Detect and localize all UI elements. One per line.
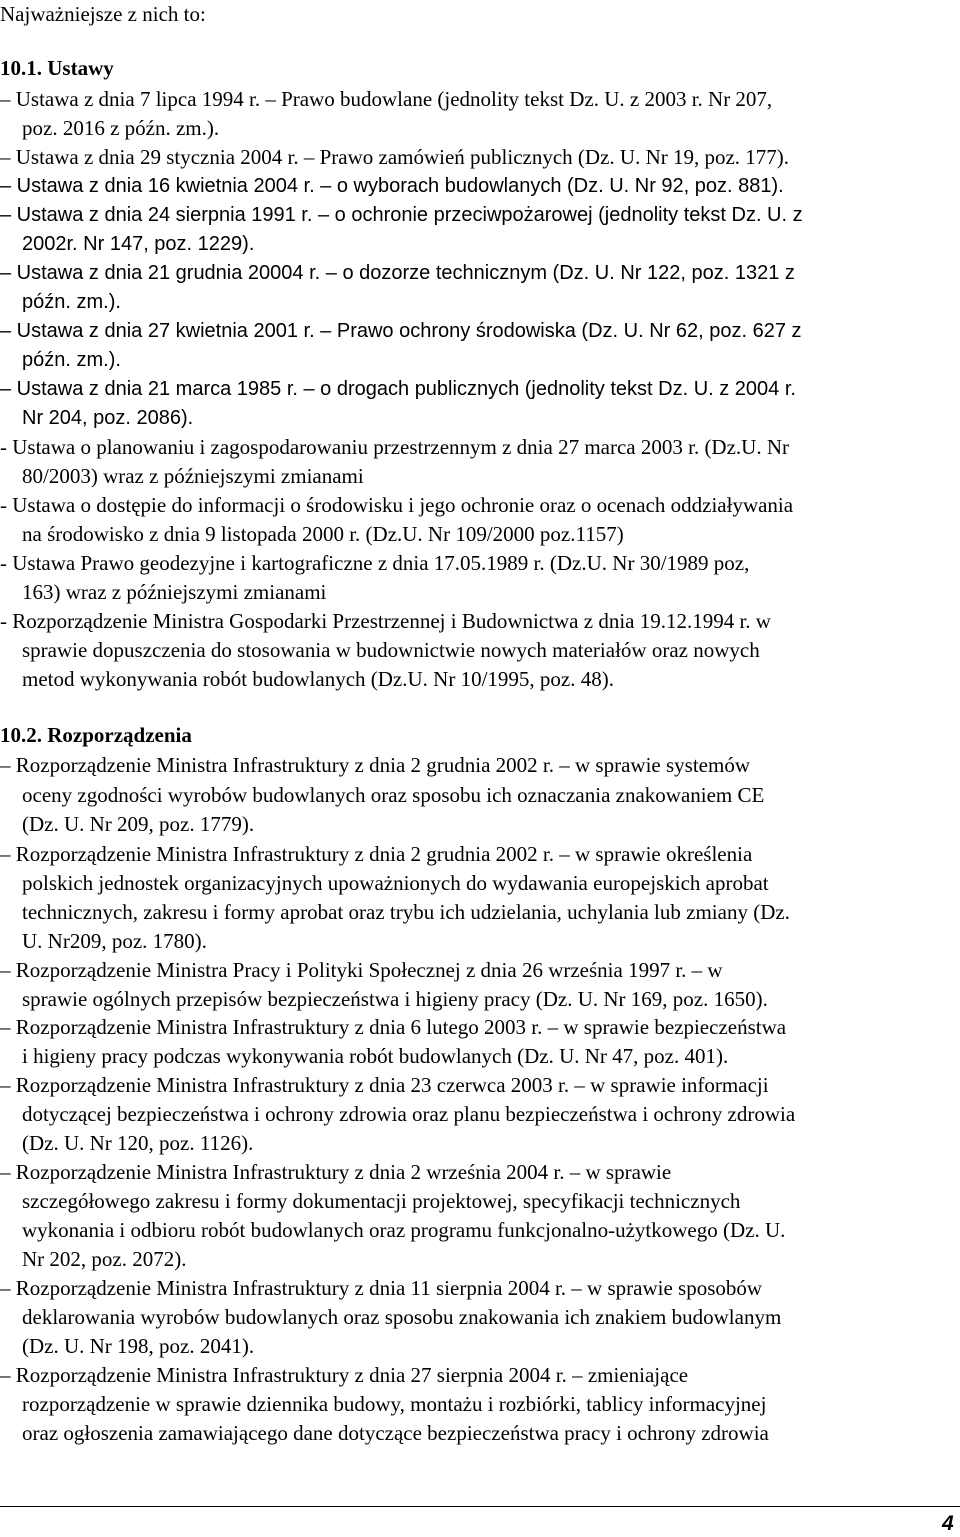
text-line: późn. zm.).	[22, 349, 121, 371]
text-line: oraz ogłoszenia zamawiającego dane dotyczące bezpieczeństwa pracy i ochrony zdrowia	[22, 1421, 769, 1445]
page-number: 4	[942, 1512, 954, 1535]
text-line: – Ustawa z dnia 7 lipca 1994 r. – Prawo budowlane (jednolity tekst Dz. U. z 2003 r. Nr 207,	[0, 87, 773, 111]
text-line: – Ustawa z dnia 29 stycznia 2004 r. – Prawo zamówień publicznych (Dz. U. Nr 19, poz. 177).	[0, 145, 790, 169]
text-line: – Ustawa z dnia 27 kwietnia 2001 r. – Prawo ochrony środowiska (Dz. U. Nr 62, poz. 627 z	[0, 320, 802, 342]
text-line: (Dz. U. Nr 209, poz. 1779).	[22, 812, 255, 836]
text-line: – Rozporządzenie Ministra Infrastruktury z dnia 2 września 2004 r. – w sprawie	[0, 1160, 672, 1184]
text-line: 80/2003) wraz z późniejszymi zmianami	[22, 464, 364, 488]
text-line: Nr 202, poz. 2072).	[22, 1247, 187, 1271]
text-line: – Rozporządzenie Ministra Infrastruktury z dnia 27 sierpnia 2004 r. – zmieniające	[0, 1363, 689, 1387]
text-line: (Dz. U. Nr 198, poz. 2041).	[22, 1334, 255, 1358]
text-line: poz. 2016 z późn. zm.).	[22, 116, 220, 140]
text-line: - Ustawa o planowaniu i zagospodarowaniu przestrzennym z dnia 27 marca 2003 r. (Dz.U. Nr	[0, 435, 789, 459]
text-line: – Rozporządzenie Ministra Infrastruktury z dnia 2 grudnia 2002 r. – w sprawie określenia	[0, 842, 753, 866]
text-line: – Rozporządzenie Ministra Infrastruktury z dnia 2 grudnia 2002 r. – w sprawie systemów	[0, 753, 750, 777]
text-line: – Ustawa z dnia 21 marca 1985 r. – o drogach publicznych (jednolity tekst Dz. U. z 2004 r.	[0, 378, 796, 400]
text-line: i higieny pracy podczas wykonywania robót budowlanych (Dz. U. Nr 47, poz. 401).	[22, 1044, 729, 1068]
text-line: - Ustawa Prawo geodezyjne i kartograficzne z dnia 17.05.1989 r. (Dz.U. Nr 30/1989 poz,	[0, 551, 750, 575]
text-line: sprawie dopuszczenia do stosowania w budownictwie nowych materiałów oraz nowych	[22, 638, 760, 662]
text-line: – Ustawa z dnia 24 sierpnia 1991 r. – o ochronie przeciwpożarowej (jednolity tekst Dz. U. z	[0, 204, 803, 226]
text-line: – Ustawa z dnia 16 kwietnia 2004 r. – o wyborach budowlanych (Dz. U. Nr 92, poz. 881).	[0, 175, 784, 197]
text-line: U. Nr209, poz. 1780).	[22, 929, 207, 953]
text-line: Nr 204, poz. 2086).	[22, 407, 194, 429]
text-line: dotyczącej bezpieczeństwa i ochrony zdrowia oraz planu bezpieczeństwa i ochrony zdrowia	[22, 1102, 796, 1126]
text-line: oceny zgodności wyrobów budowlanych oraz sposobu ich oznaczania znakowaniem CE	[22, 783, 765, 807]
intro-text: Najważniejsze z nich to:	[0, 2, 206, 26]
text-line: na środowisko z dnia 9 listopada 2000 r. (Dz.U. Nr 109/2000 poz.1157)	[22, 522, 624, 546]
text-line: – Rozporządzenie Ministra Pracy i Polityki Społecznej z dnia 26 września 1997 r. – w	[0, 958, 723, 982]
text-line: deklarowania wyrobów budowlanych oraz sposobu znakowania ich znakiem budowlanym	[22, 1305, 782, 1329]
text-line: – Rozporządzenie Ministra Infrastruktury z dnia 6 lutego 2003 r. – w sprawie bezpieczeństwa	[0, 1015, 787, 1039]
text-line: technicznych, zakresu i formy aprobat oraz trybu ich udzielania, uchylania lub zmiany (Dz.	[22, 900, 790, 924]
text-line: wykonania i odbioru robót budowlanych oraz programu funkcjonalno-użytkowego (Dz. U.	[22, 1218, 786, 1242]
text-line: – Ustawa z dnia 21 grudnia 20004 r. – o dozorze technicznym (Dz. U. Nr 122, poz. 1321 z	[0, 262, 795, 284]
text-line: – Rozporządzenie Ministra Infrastruktury z dnia 23 czerwca 2003 r. – w sprawie informacji	[0, 1073, 769, 1097]
section-heading-ustawy: 10.1. Ustawy	[0, 56, 114, 80]
text-line: rozporządzenie w sprawie dziennika budowy, montażu i rozbiórki, tablicy informacyjnej	[22, 1392, 767, 1416]
section-heading-rozporzadzenia: 10.2. Rozporządzenia	[0, 723, 192, 747]
text-line: metod wykonywania robót budowlanych (Dz.U. Nr 10/1995, poz. 48).	[22, 667, 614, 691]
text-line: – Rozporządzenie Ministra Infrastruktury z dnia 11 sierpnia 2004 r. – w sprawie sposobów	[0, 1276, 763, 1300]
text-line: sprawie ogólnych przepisów bezpieczeństwa i higieny pracy (Dz. U. Nr 169, poz. 1650).	[22, 987, 768, 1011]
text-line: - Rozporządzenie Ministra Gospodarki Przestrzennej i Budownictwa z dnia 19.12.1994 r. w	[0, 609, 771, 633]
text-line: 2002r. Nr 147, poz. 1229).	[22, 233, 255, 255]
footer-divider	[0, 1506, 960, 1507]
text-line: 163) wraz z późniejszymi zmianami	[22, 580, 327, 604]
text-line: szczegółowego zakresu i formy dokumentacji projektowej, specyfikacji technicznych	[22, 1189, 741, 1213]
text-line: polskich jednostek organizacyjnych upoważnionych do wydawania europejskich aprobat	[22, 871, 769, 895]
text-line: - Ustawa o dostępie do informacji o środowisku i jego ochronie oraz o ocenach oddziaływania	[0, 493, 794, 517]
text-line: późn. zm.).	[22, 291, 121, 313]
text-line: (Dz. U. Nr 120, poz. 1126).	[22, 1131, 254, 1155]
